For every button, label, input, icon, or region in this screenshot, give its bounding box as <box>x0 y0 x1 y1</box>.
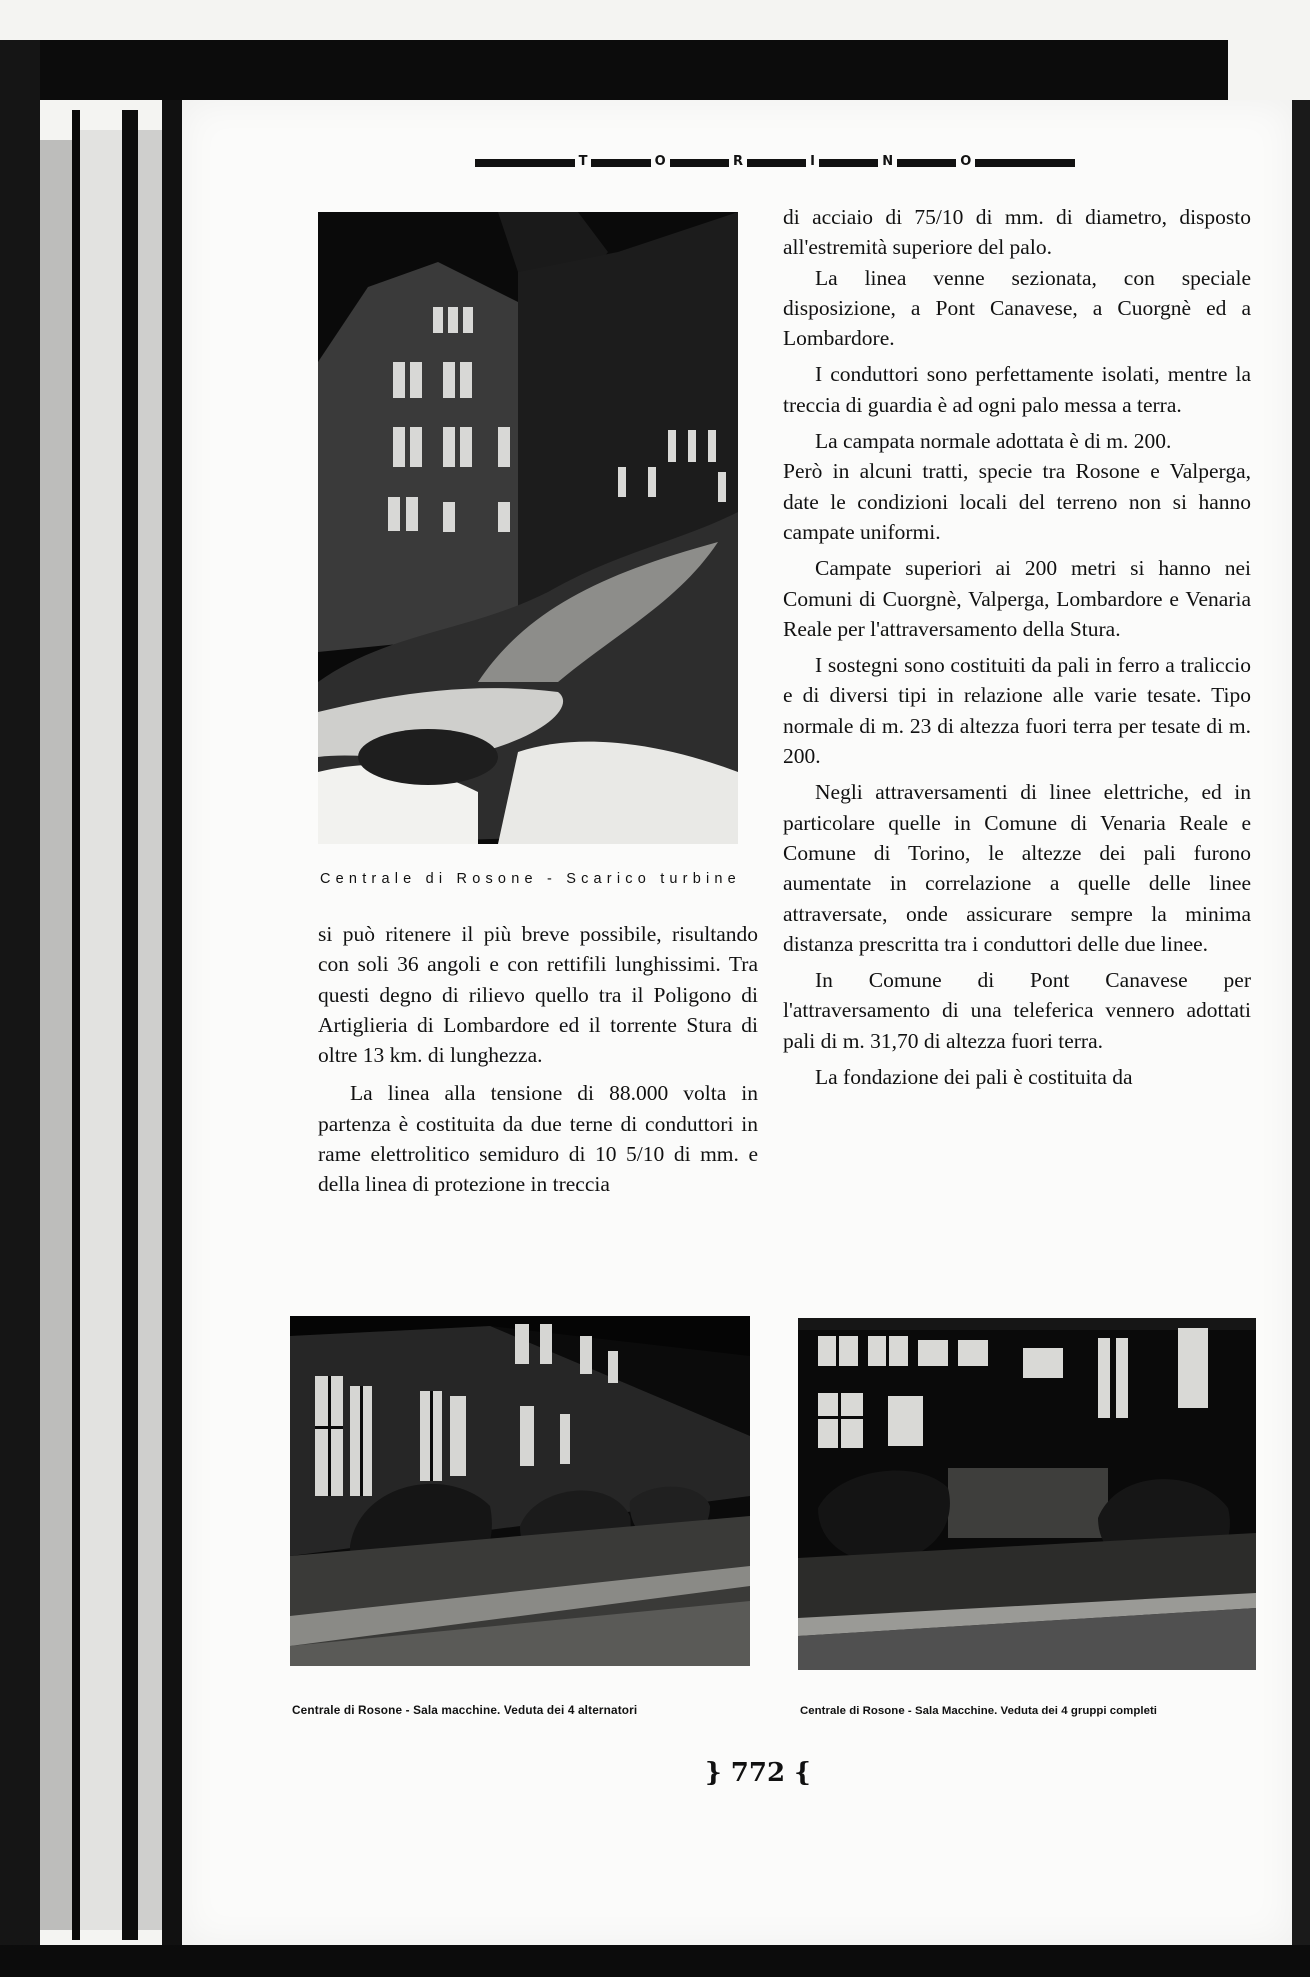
right-column <box>783 202 1251 1092</box>
header-letter: R <box>729 153 747 171</box>
paragraph: In Comune di Pont Canavese per l'attraversamento di una teleferica vennero adottati pali di m. 31,70 di altezza fuori terra. <box>783 968 1251 1053</box>
header-letter: I <box>806 153 819 171</box>
binding-strip-1 <box>40 140 72 1930</box>
paragraph: La linea alla tensione di 88.000 volta in partenza è costituita da due terne di conduttori in rame elettrolitico semiduro di 10 5/10 di mm. e della linea di protezione in treccia <box>318 1081 758 1197</box>
binding-gap-3 <box>162 100 182 1945</box>
header-title <box>475 153 1075 171</box>
paragraph: Campate superiori ai 200 metri si hanno nei Comuni di Cuorgnè, Valperga, Lombardore e Venaria Reale per l'attraversamento della Stura. <box>783 556 1251 641</box>
paragraph: I conduttori sono perfettamente isolati, mentre la treccia di guardia è ad ogni palo messa a terra. <box>783 362 1251 417</box>
top-dark-band <box>0 40 1228 100</box>
photo-sala-macchine-alternatori <box>290 1316 750 1666</box>
caption-sala-macchine-gruppi: Centrale di Rosone - Sala Macchine. Veduta dei 4 gruppi completi <box>800 1705 1158 1717</box>
left-dark-frame <box>0 40 40 1945</box>
caption-scarico-turbine: Centrale di Rosone - Scarico turbine <box>320 871 741 887</box>
paragraph: si può ritenere il più breve possibile, risultando con soli 36 angoli e con rettifili lunghissimi. Tra questi degno di rilievo quello tra il Poligono di Artiglieria di Lombardore ed il torrente Stura di oltre 13 km. di lunghezza. <box>318 922 758 1068</box>
photo-alternatori-image <box>290 1316 750 1666</box>
binding-strip-2 <box>80 130 122 1930</box>
header-letter: N <box>878 153 897 171</box>
photo-scarico-turbine-image <box>318 212 738 844</box>
header-letter: O <box>651 153 670 171</box>
paragraph: Negli attraversamenti di linee elettriche, ed in particolare quelle in Comune di Venaria Reale e Comune di Torino, le altezze dei pali furono aumentate in correlazione a quelle delle linee attraversate, onde assicurare sempre la minima distanza prescritta tra i conduttori delle due linee. <box>783 780 1251 956</box>
paragraph: La fondazione dei pali è costituita da <box>815 1065 1133 1090</box>
running-header <box>475 153 1075 171</box>
photo-scarico-turbine <box>318 212 738 844</box>
paragraph: La linea venne sezionata, con speciale disposizione, a Pont Canavese, a Cuorgnè ed a Lombardore. <box>783 265 1251 351</box>
caption-sala-macchine-alternatori: Centrale di Rosone - Sala macchine. Veduta dei 4 alternatori <box>292 1703 638 1717</box>
page-number: } 772 { <box>705 1758 811 1788</box>
header-letter: T <box>575 153 592 171</box>
photo-sala-macchine-gruppi <box>798 1318 1256 1670</box>
header-letter: O <box>956 153 975 171</box>
photo-gruppi-image <box>798 1318 1256 1670</box>
paragraph: La campata normale adottata è di m. 200. <box>815 429 1172 454</box>
paragraph: Però in alcuni tratti, specie tra Rosone e Valperga, date le condizioni locali del terreno non si hanno campate uniformi. <box>783 459 1251 544</box>
paragraph: I sostegni sono costituiti da pali in ferro a traliccio e di diversi tipi in relazione alle varie tesate. Tipo normale di m. 23 di altezza fuori terra per tesate di m. 200. <box>783 653 1251 769</box>
bottom-dark-band <box>0 1945 1310 1977</box>
paragraph: di acciaio di 75/10 di mm. di diametro, disposto all'estremità superiore del palo. <box>783 205 1251 260</box>
binding-gap-1 <box>72 110 80 1940</box>
right-dark-edge <box>1292 100 1310 1945</box>
binding-strip-3 <box>138 130 162 1930</box>
binding-gap-2 <box>122 110 138 1940</box>
left-column <box>318 919 758 1200</box>
